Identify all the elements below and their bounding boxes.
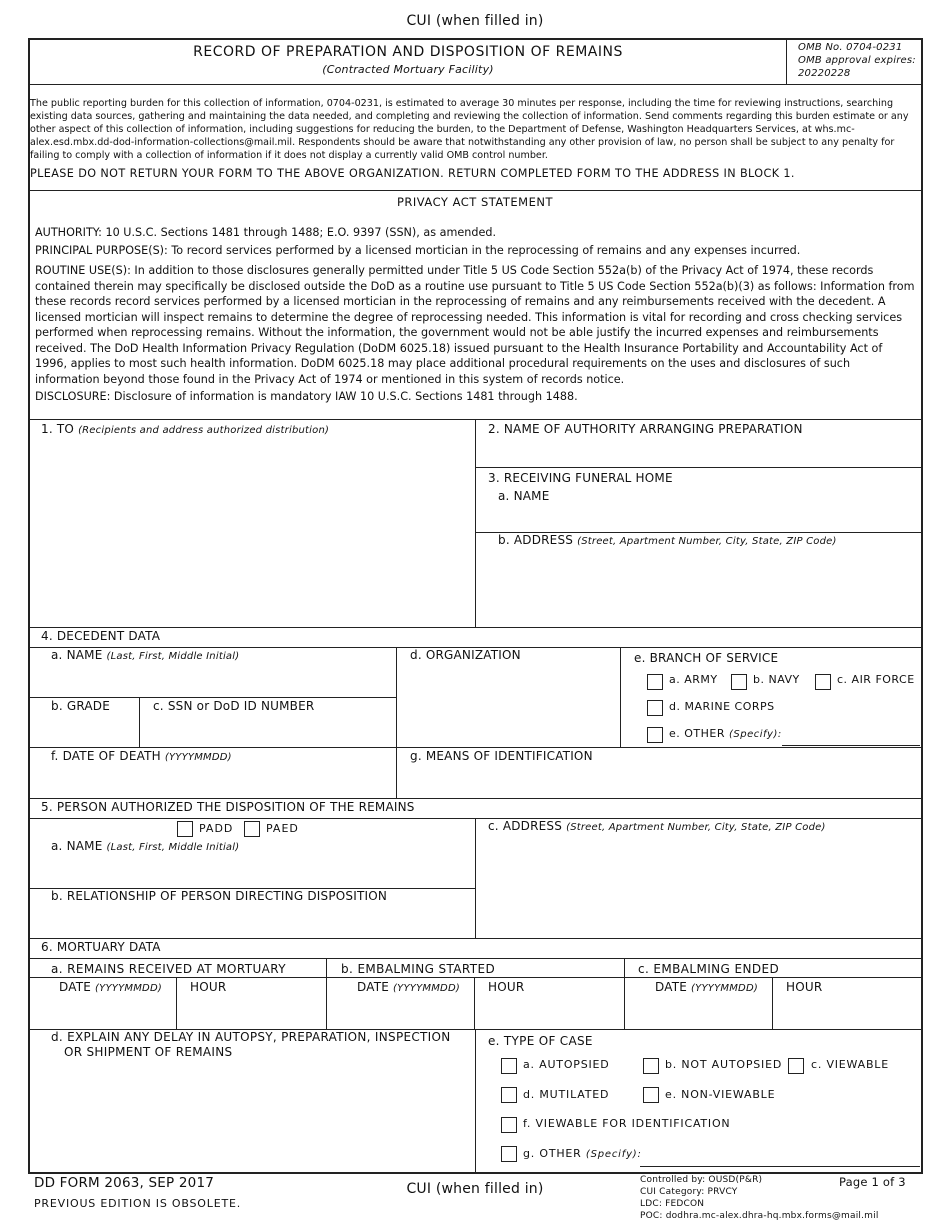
block3-address-hint: (Street, Apartment Number, City, State, ZIP Code) — [577, 536, 837, 547]
case-other-input[interactable] — [640, 1144, 924, 1164]
embalm-end-hour-input[interactable] — [777, 1000, 924, 1024]
block3-address-title: b. ADDRESS — [498, 533, 574, 547]
block6-subhead-line — [28, 977, 923, 978]
block4-dod-hint: (YYYYMMDD) — [164, 752, 232, 763]
paed-label: PAED — [266, 822, 299, 835]
padd-checkbox[interactable] — [177, 821, 193, 837]
block1-hint: (Recipients and address authorized distribution) — [78, 425, 330, 436]
branch-air-force-checkbox[interactable] — [815, 674, 831, 690]
block4-name-title: a. NAME — [51, 648, 103, 662]
authorized-person-address-input[interactable] — [480, 838, 924, 932]
frame-top — [28, 38, 923, 40]
title-divider — [786, 38, 787, 84]
block1-to-input[interactable] — [34, 440, 474, 622]
privacy-routine-use: ROUTINE USE(S): In addition to those disclosures generally permitted under Title 5 US Code Section 552a(b) of the Privacy Act of 1974, these records contained therein may specifically be disclosed outside the DoD as a routine use pursuant to Title 5 US Code Section 552a(b)(3) as follows: Information from these records record services performed by a licensed mortician in the reprocessing of remains and any reimbursements received with the decedent. A licensed mortician will inspect remains to determine the degree of reprocessing needed. This information is vital for recording and cross checking services performed when reprocessing remains. Without the information, the government would not be able justify the incurred expenses and reimbursements received. The DoD Health Information Privacy Regulation (DoDM 6025.18) issued pursuant to the Health Insurance Portability and Accountability Act of 1996, applies to most such health information. DoDM 6025.18 may place additional procedural requirements on the uses and disclosures of such information beyond those found in the Privacy Act of 1974 or mentioned in this system of records notice. — [35, 264, 915, 386]
block4-dod-title: f. DATE OF DEATH — [51, 749, 161, 763]
block4-ssn-label: c. SSN or DoD ID NUMBER — [153, 699, 315, 713]
embalm-end-date-title: DATE — [655, 980, 688, 994]
paed-checkbox[interactable] — [244, 821, 260, 837]
branch-other-title: e. OTHER — [669, 727, 726, 740]
delay-label-line2: OR SHIPMENT OF REMAINS — [64, 1045, 233, 1059]
block4-label: 4. DECEDENT DATA — [41, 629, 161, 643]
embalm-end-hour-label: HOUR — [786, 980, 823, 994]
embalm-end-date-hint: (YYYYMMDD) — [691, 983, 758, 994]
case-viewable-id-checkbox[interactable] — [501, 1117, 517, 1133]
block1-title: 1. TO — [41, 422, 75, 436]
embalming-ended-label: c. EMBALMING ENDED — [638, 962, 780, 976]
omb-number: OMB No. 0704-0231 — [798, 42, 903, 53]
embalm-start-hour-label: HOUR — [488, 980, 525, 994]
ldc: LDC: FEDCON — [640, 1199, 705, 1209]
embalm-start-date-title: DATE — [357, 980, 390, 994]
burden-bottom-line — [28, 190, 923, 191]
case-not-autopsied-checkbox[interactable] — [643, 1058, 659, 1074]
delay-explanation-input[interactable] — [34, 1064, 476, 1166]
block5-address-label — [488, 819, 826, 833]
received-date-hint: (YYYYMMDD) — [95, 983, 162, 994]
received-date-input[interactable] — [34, 1000, 178, 1024]
block5-address-title: c. ADDRESS — [488, 819, 563, 833]
embalm-end-date-label — [655, 980, 758, 994]
padd-label: PADD — [199, 822, 234, 835]
block4-branch-label: e. BRANCH OF SERVICE — [634, 651, 779, 665]
privacy-disclosure: DISCLOSURE: Disclosure of information is mandatory IAW 10 U.S.C. Sections 1481 through 1488. — [35, 390, 578, 403]
case-type-label: e. TYPE OF CASE — [488, 1034, 593, 1048]
page-number: Page 1 of 3 — [839, 1175, 906, 1189]
decedent-ssn-input[interactable] — [144, 718, 400, 742]
block5-name-label — [51, 839, 239, 853]
block6-header-line — [28, 958, 923, 959]
decedent-name-input[interactable] — [34, 668, 398, 692]
case-mutilated-checkbox[interactable] — [501, 1087, 517, 1103]
block5-name-title: a. NAME — [51, 839, 103, 853]
branch-marine-checkbox[interactable] — [647, 700, 663, 716]
case-autopsied-label: a. AUTOPSIED — [523, 1058, 610, 1071]
block3-label: 3. RECEIVING FUNERAL HOME — [488, 471, 673, 485]
cui-banner-top: CUI (when filled in) — [406, 13, 544, 29]
block5-label: 5. PERSON AUTHORIZED THE DISPOSITION OF THE REMAINS — [41, 800, 415, 814]
branch-other-specify: (Specify): — [729, 729, 782, 740]
branch-other-checkbox[interactable] — [647, 727, 663, 743]
embalm-start-date-label — [357, 980, 460, 994]
case-other-title: g. OTHER — [523, 1147, 582, 1160]
case-other-underline — [640, 1166, 920, 1167]
omb-expires-label: OMB approval expires: — [798, 55, 916, 66]
cui-banner-bottom: CUI (when filled in) — [406, 1181, 544, 1197]
block4-name-hint: (Last, First, Middle Initial) — [106, 651, 240, 662]
block5-bottom-line — [28, 938, 923, 939]
remains-received-label: a. REMAINS RECEIVED AT MORTUARY — [51, 962, 286, 976]
controlled-by: Controlled by: OUSD(P&R) — [640, 1175, 763, 1185]
branch-air-force-label: c. AIR FORCE — [837, 673, 915, 686]
branch-marine-label: d. MARINE CORPS — [669, 700, 775, 713]
branch-army-checkbox[interactable] — [647, 674, 663, 690]
title-bottom-line — [28, 84, 923, 85]
branch-navy-label: b. NAVY — [753, 673, 800, 686]
embalm-start-date-hint: (YYYYMMDD) — [393, 983, 460, 994]
case-non-viewable-label: e. NON-VIEWABLE — [665, 1088, 776, 1101]
block4-dod-label — [51, 749, 232, 763]
decedent-organization-input[interactable] — [401, 666, 623, 742]
case-viewable-checkbox[interactable] — [788, 1058, 804, 1074]
block4-bottom-line — [28, 798, 923, 799]
block4-name-label — [51, 648, 239, 662]
date-of-death-input[interactable] — [34, 768, 398, 792]
privacy-purpose: PRINCIPAL PURPOSE(S): To record services performed by a licensed mortician in the reprocessing of remains and any expenses incurred. — [35, 244, 801, 257]
case-autopsied-checkbox[interactable] — [501, 1058, 517, 1074]
block4-name-bottom-line — [28, 697, 397, 698]
block3-bottom-line — [28, 627, 923, 628]
block4-org-label: d. ORGANIZATION — [410, 648, 521, 662]
case-viewable-id-label: f. VIEWABLE FOR IDENTIFICATION — [523, 1117, 731, 1130]
block3-address-input[interactable] — [480, 552, 924, 622]
block4-means-label: g. MEANS OF IDENTIFICATION — [410, 749, 593, 763]
privacy-heading: PRIVACY ACT STATEMENT — [396, 195, 553, 209]
received-hour-label: HOUR — [190, 980, 227, 994]
return-notice: PLEASE DO NOT RETURN YOUR FORM TO THE ABOVE ORGANIZATION. RETURN COMPLETED FORM TO THE ADDRESS IN BLOCK 1. — [30, 167, 795, 180]
block5-relationship-label: b. RELATIONSHIP OF PERSON DIRECTING DISPOSITION — [51, 889, 388, 903]
decedent-grade-input[interactable] — [34, 718, 142, 742]
form-identifier: DD FORM 2063, SEP 2017 — [34, 1175, 215, 1191]
delay-label-line1: d. EXPLAIN ANY DELAY IN AUTOPSY, PREPARATION, INSPECTION — [51, 1030, 451, 1044]
case-non-viewable-checkbox[interactable] — [643, 1087, 659, 1103]
embalm-start-date-input[interactable] — [331, 1000, 476, 1024]
block3-name-input[interactable] — [480, 506, 924, 528]
case-other-specify: (Specify): — [585, 1149, 642, 1160]
block2-authority-input[interactable] — [480, 440, 924, 462]
block3-address-label — [498, 533, 837, 547]
omb-expires-date: 20220228 — [798, 68, 851, 79]
received-date-label — [59, 980, 162, 994]
case-viewable-label: c. VIEWABLE — [811, 1058, 889, 1071]
case-other-label — [523, 1147, 642, 1160]
block6-label: 6. MORTUARY DATA — [41, 940, 161, 954]
block1-label — [41, 422, 329, 436]
embalm-start-hour-input[interactable] — [479, 1000, 626, 1024]
embalm-end-date-input[interactable] — [629, 1000, 774, 1024]
branch-other-input[interactable] — [782, 725, 924, 743]
burden-statement: The public reporting burden for this collection of information, 0704-0231, is estimated to average 30 minutes per response, including the time for reviewing instructions, searching existing data sources, gathering and maintaining the data needed, and completing and reviewing the collection of information. Send comments regarding this burden estimate or any other aspect of this collection of information, including suggestions for reducing the burden, to the Department of Defense, Washington Headquarters Services, at whs.mc-alex.esd.mbx.dd-dod-information-collections@mail.mil. Respondents should be aware that notwithstanding any other provision of law, no person shall be subject to any penalty for failing to comply with a collection of information if it does not display a currently valid OMB control number. — [30, 98, 909, 161]
form-subtitle: (Contracted Mortuary Facility) — [322, 63, 494, 76]
block3-name-label: a. NAME — [498, 489, 550, 503]
relationship-input[interactable] — [34, 908, 476, 932]
authorized-person-name-input[interactable] — [34, 858, 476, 882]
means-of-identification-input[interactable] — [401, 768, 924, 792]
branch-army-label: a. ARMY — [669, 673, 718, 686]
block4-grade-label: b. GRADE — [51, 699, 111, 713]
branch-navy-checkbox[interactable] — [731, 674, 747, 690]
poc: POC: dodhra.mc-alex.dhra-hq.mbx.forms@mail.mil — [640, 1211, 879, 1221]
case-mutilated-label: d. MUTILATED — [523, 1088, 610, 1101]
block1-divider — [475, 419, 476, 627]
received-date-title: DATE — [59, 980, 92, 994]
block4-row-line — [28, 747, 923, 748]
block5-address-hint: (Street, Apartment Number, City, State, ZIP Code) — [566, 822, 826, 833]
case-other-checkbox[interactable] — [501, 1146, 517, 1162]
block2-bottom-line — [475, 467, 923, 468]
cui-category: CUI Category: PRVCY — [640, 1187, 738, 1197]
block5-name-hint: (Last, First, Middle Initial) — [106, 842, 240, 853]
branch-other-underline — [782, 745, 920, 746]
received-hour-input[interactable] — [181, 1000, 327, 1024]
form-title: RECORD OF PREPARATION AND DISPOSITION OF REMAINS — [193, 44, 623, 60]
privacy-authority: AUTHORITY: 10 U.S.C. Sections 1481 through 1488; E.O. 9397 (SSN), as amended. — [35, 226, 497, 239]
previous-edition-notice: PREVIOUS EDITION IS OBSOLETE. — [34, 1197, 242, 1210]
case-not-autopsied-label: b. NOT AUTOPSIED — [665, 1058, 783, 1071]
block2-label: 2. NAME OF AUTHORITY ARRANGING PREPARATION — [488, 422, 803, 436]
embalming-started-label: b. EMBALMING STARTED — [341, 962, 496, 976]
branch-other-label — [669, 727, 782, 740]
